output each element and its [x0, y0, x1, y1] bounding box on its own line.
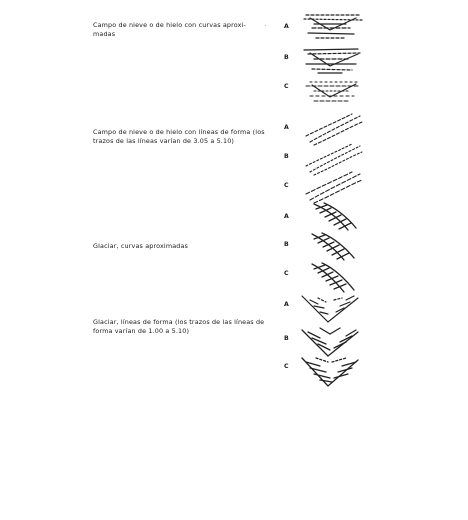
entry-2-description: Campo de nieve o de hielo con líneas de forma (los trazos de las líneas varían de 3.05 a 5.10)	[93, 128, 265, 145]
entry-3-variant-b: B	[284, 241, 289, 248]
snowfield-approx-contours-a-symbol	[300, 12, 366, 42]
entry-1-variant-b: B	[284, 54, 289, 61]
snowfield-form-lines-a-symbol	[300, 112, 366, 146]
entry-4-variant-a: A	[284, 301, 289, 308]
snowfield-form-lines-c-symbol	[300, 170, 366, 204]
glacier-form-lines-c-symbol	[300, 352, 362, 388]
entry-1-variant-c: C	[284, 83, 289, 90]
entry-4-variant-b: B	[284, 335, 289, 342]
glacier-approx-contours-b-symbol	[300, 230, 360, 262]
snowfield-approx-contours-b-symbol	[300, 46, 366, 76]
entry-1-description: Campo de nieve o de hielo con curvas aproxi- madas	[93, 21, 246, 38]
snowfield-approx-contours-c-symbol	[300, 78, 366, 108]
entry-2-variant-c: C	[284, 182, 289, 189]
bullet-marker: ·	[265, 23, 267, 29]
entry-2-variant-b: B	[284, 153, 289, 160]
entry-3-variant-a: A	[284, 213, 289, 220]
entry-1-variant-a: A	[284, 23, 289, 30]
glacier-approx-contours-c-symbol	[300, 260, 360, 294]
entry-3-variant-c: C	[284, 270, 289, 277]
glacier-approx-contours-a-symbol	[300, 200, 360, 232]
entry-2-variant-a: A	[284, 124, 289, 131]
entry-4-description: Glaciar, líneas de forma (los trazos de las líneas de forma varían de 1.00 a 5.10)	[93, 318, 265, 335]
entry-3-description: Glaciar, curvas aproximadas	[93, 242, 189, 250]
entry-4-variant-c: C	[284, 363, 289, 370]
glacier-form-lines-a-symbol	[300, 292, 362, 326]
